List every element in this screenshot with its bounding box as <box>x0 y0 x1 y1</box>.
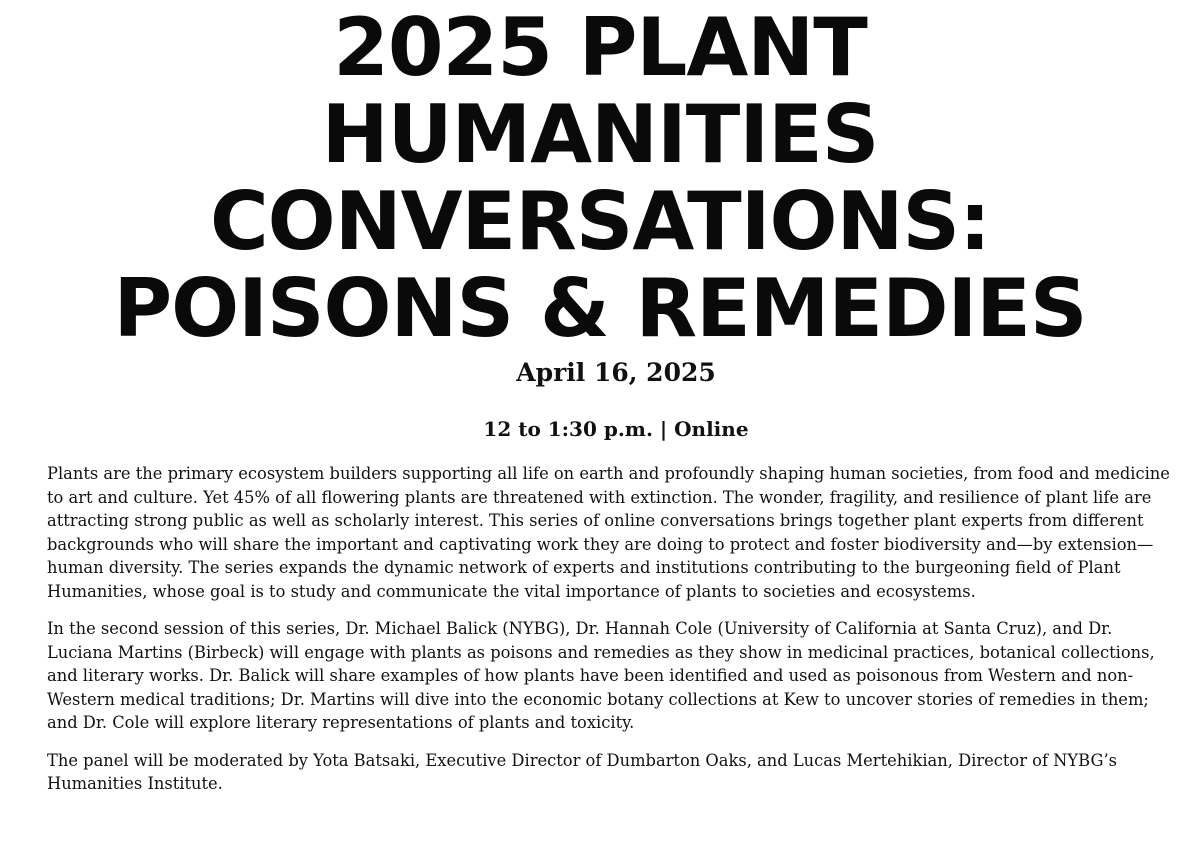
title-line: HUMANITIES <box>321 88 879 181</box>
title-line: POISONS & REMEDIES <box>113 262 1087 355</box>
event-time-location: 12 to 1:30 p.m. | Online <box>483 417 749 441</box>
title-line: CONVERSATIONS: <box>209 175 991 268</box>
title-line: 2025 PLANT <box>333 1 867 94</box>
description-paragraph: Plants are the primary ecosystem builders supporting all life on earth and profoundly shaping human societies, from food and medicine to art and culture. Yet 45% of all flowering plants are threatened with extinction. The wonder, fragility, and resilience of plant life are attracting strong public as well as scholarly interest. This series of online conversations brings together plant experts from different backgrounds who will share the important and captivating work they are doing to protect and foster biodiversity and—by extension—human diversity. The series expands the dynamic network of experts and institutions contributing to the burgeoning field of Plant Humanities, whose goal is to study and communicate the vital importance of plants to societies and ecosystems. <box>47 464 1170 601</box>
event-title <box>0 1 1200 355</box>
event-description <box>47 462 1177 810</box>
event-date: April 16, 2025 <box>516 358 716 387</box>
description-paragraph: In the second session of this series, Dr. Michael Balick (NYBG), Dr. Hannah Cole (University of California at Santa Cruz), and Dr. Luciana Martins (Birbeck) will engage with plants as poisons and remedies as they show in medicinal practices, botanical collections, and literary works. Dr. Balick will share examples of how plants have been identified and used as poisonous from Western and non-Western medical traditions; Dr. Martins will dive into the economic botany collections at Kew to uncover stories of remedies in them; and Dr. Cole will explore literary representations of plants and toxicity. <box>47 619 1155 732</box>
description-paragraph: The panel will be moderated by Yota Batsaki, Executive Director of Dumbarton Oaks, and Lucas Mertehikian, Director of NYBG’s Humanities Institute. <box>47 750 1117 793</box>
